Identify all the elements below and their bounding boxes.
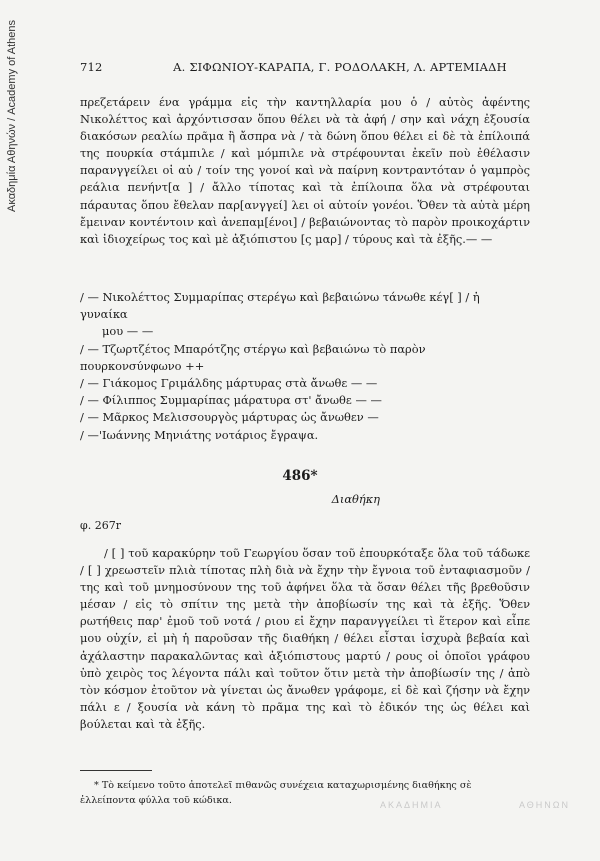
footnote: * Τὸ κείμενο τοῦτο ἀποτελεῖ πιθανῶς συνέχεια καταχωρισμένης διαθήκης σὲ ἐλλείποντα φύλλα τοῦ κώδικα. xyxy=(80,780,472,806)
watermark-text: ΑΘΗΝΩΝ xyxy=(518,800,570,810)
signature-line: / — Φίλιππος Συμμαρίπας μάρατυρα στ' ἄνωθε — — xyxy=(80,393,382,408)
signature-line: / — Μᾶρκος Μελισσουργὸς μάρτυρας ὡς ἄνωθεν — xyxy=(80,410,379,425)
bottom-text-block xyxy=(80,545,530,733)
archive-stamp: Ακαδημία Αθηνών / Academy of Athens xyxy=(6,20,18,213)
signature-line: / —'Ιωάννης Μηνιάτης νοτάριος ἔγραψα. xyxy=(80,427,319,442)
bottom-paragraph: / [ ] τοῦ καρακύρην τοῦ Γεωργίου ὅσαν τοῦ ἐπουρκόταξε ὅλα τοῦ τάδωκε / [ ] χρεωστεῖν πλιὰ τίποτας πλὴ διὰ νὰ ἔχην τὴν ἔγνοια τοῦ ἐνταφιασμοῦν / της καὶ τοῦ μνημοσύνουν της τοῦ ἀφήνει ὅλα τὰ ὅσαν θέλει τῆς βρεθοῦσιν μέσαν / εἰς τὸ σπίτιν της μετὰ τὴν ἀποβίωσίν της καὶ τὰ ἐξῆς. Ὅθεν ρωτήθεις παρ' ἐμοῦ τοῦ νοτά / ριου εἰ ἔχην παρανγγείλει τὶ ἕτερον καὶ εἶπε μου οὐχίν, εἰ μὴ ἡ παροῦσαν τῆς διαθήκη / θέλει εἶσται ἰσχυρὰ βεβαία καὶ ἀχάλαστην παρακαλῶντας καὶ ἀξιόπιστους μαρτύ / ρους οἱ ὁποῖοι γράφου ὑπὸ χειρὸς τος λέγοντα πάλι καὶ τοῦτον ὅτιν μετὰ τὴν ἀποβίωσίν της / ἀπὸ τὸν κόσμον ἐτοῦτον νὰ γίνεται ὡς ἄνωθεν γράφομε, εἰ δὲ καὶ ζήσην νὰ ἔχην πάλι ε / ξουσία νὰ κάνη τὸ πρᾶμα της καὶ τὸ ἐδικόν της ὡς θέλει καὶ βούλεται καὶ τὰ ἐξῆς. xyxy=(80,546,530,731)
top-text-block xyxy=(80,94,530,248)
document-title: Διαθήκη xyxy=(331,492,380,506)
running-head: Α. ΣΙΦΩΝΙΟΥ-ΚΑΡΑΠΑ, Γ. ΡΟΔΟΛΑΚΗ, Λ. ΑΡΤΕΜΙΑΔΗ xyxy=(173,60,507,74)
top-paragraph: πρεζετάρειν ένα γράμμα εἰς τὴν καντηλλαρία μου ὁ / αὐτὸς ἀφέντης Νικολέττος καὶ ἀρχόντισσαν ὅπου θέλει νὰ τὰ ἀφή / σην καὶ νάχη ἐξουσία διακόσων ρεαλίω πρᾶμα ἢ ἄσπρα νὰ / τὰ δώνη ὅπου θέλει εἰ δὲ τὰ ἐπίλοιπά της πουρκία στάμπιλε / καὶ μόμπιλε νὰ στρέφουνται ἐκεῖν ποὺ ἐθέλασιν παρανγγείλει οἱ αὐ / τοίν της γονοί καὶ νὰ παίρνη κοντραντόταν ὁ γαμπρὸς ρεάλια πενήντ[α ] / ἄλλο τίποτας καὶ τὰ ἐπίλοιπα ὅλα νὰ στρέφουται πάραυτας ὅπου ἔθελαν παρ[ανγγεί] λει οἱ αὐτοίν γονέοι. Ὅθεν τὰ αὐτὰ μέρη ἔμειναν κοντέντοιν καὶ ἀνεπαμ[ένοι] / βεβαιώνοντας τὸ παρὸν προικοχάρτιν καὶ ἰδιοχείρως τος καὶ μὲ ἀξιόπιστου [ς μαρ] / τύρους καὶ τὰ ἐξῆς.— — xyxy=(80,95,530,246)
signature-line: / — Τζωρτζέτος Μπαρότζης στέργω καὶ βεβαιώνω τὸ παρὸν πουρκονσύνφωνο ++ xyxy=(80,341,426,373)
signature-line: / — Νικολέττος Συμμαρίπας στερέγω καὶ βεβαιώνω τάνωθε κέγ[ ] / ἡ γυναίκα xyxy=(80,290,480,322)
signature-line: / — Γιάκομος Γριμάλδης μάρτυρας στὰ ἄνωθε — — xyxy=(80,376,378,391)
folio-reference: φ. 267r xyxy=(80,519,121,532)
watermark xyxy=(380,800,570,810)
watermark-text: ΑΚΑΔΗΜΙΑ xyxy=(380,800,443,810)
page-number: 712 xyxy=(80,60,103,74)
signature-list xyxy=(80,289,530,444)
document-number: 486* xyxy=(282,468,318,484)
signature-line-cont: μου — — xyxy=(102,324,154,339)
footnote-rule xyxy=(80,770,152,771)
